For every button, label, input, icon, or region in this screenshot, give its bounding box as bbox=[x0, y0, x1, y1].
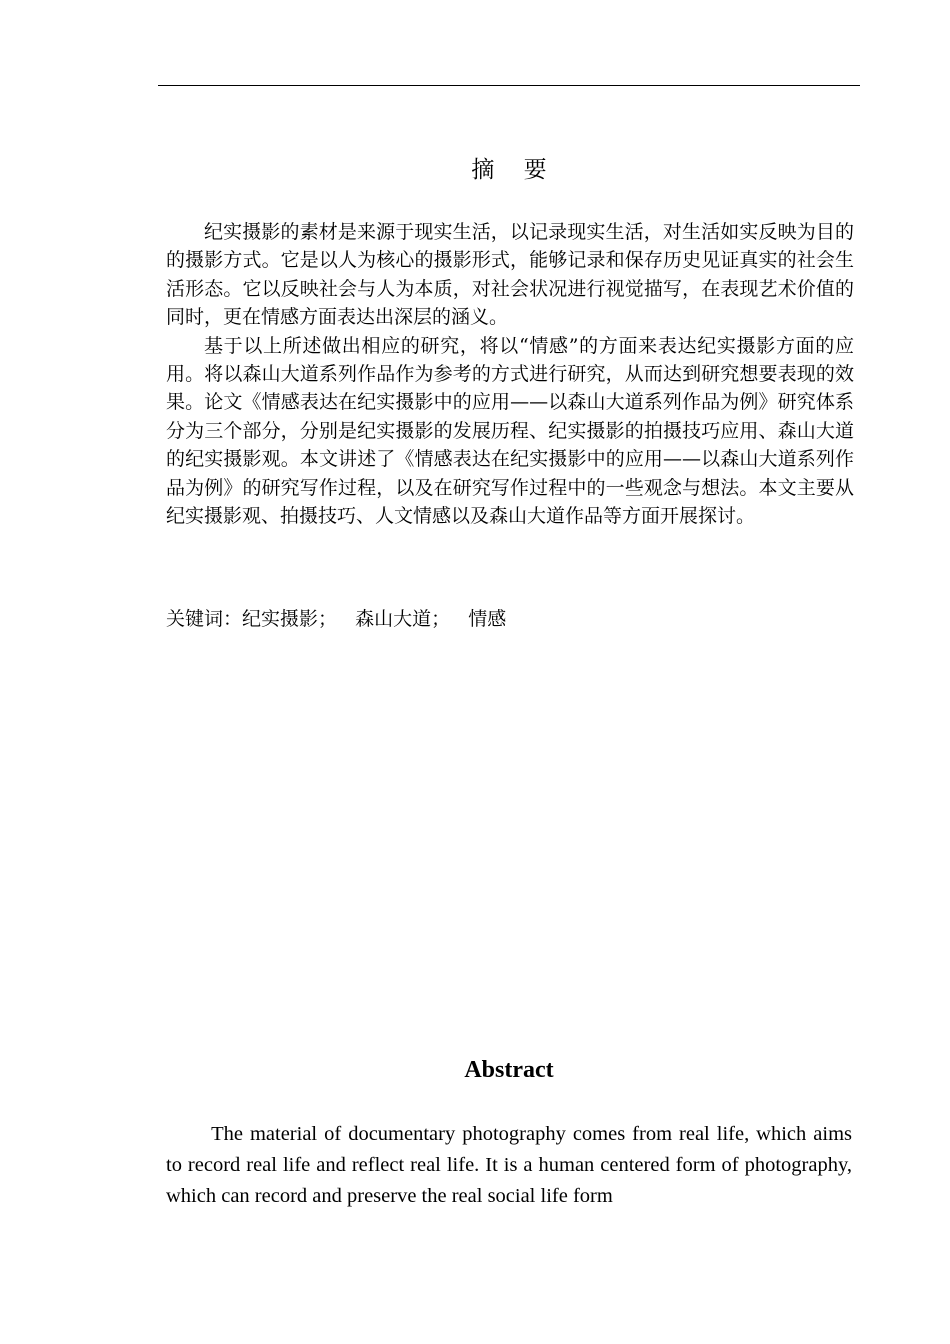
english-abstract-body bbox=[166, 1119, 852, 1212]
english-paragraph-1: The material of documentary photography comes from real life, which aims to record real life and reflect real life. It is a human centered form of photography, which can record and preserve the real social life form bbox=[166, 1123, 852, 1207]
keywords-label: 关键词： bbox=[166, 608, 243, 630]
keywords-values: 纪实摄影； 森山大道； 情感 bbox=[242, 608, 507, 630]
keywords-line bbox=[166, 604, 854, 634]
chinese-abstract-title: 摘 要 bbox=[471, 157, 547, 183]
chinese-paragraph-1: 纪实摄影的素材是来源于现实生活，以记录现实生活，对生活如实反映为目的的摄影方式。它是以人为核心的摄影形式，能够记录和保存历史见证真实的社会生活形态。它以反映社会与人为本质，对社会状况进行视觉描写，在表现艺术价值的同时，更在情感方面表达出深层的涵义。 bbox=[166, 221, 854, 329]
header-rule bbox=[158, 85, 860, 86]
english-abstract-title: Abstract bbox=[464, 1057, 554, 1083]
chinese-paragraph-2: 基于以上所述做出相应的研究，将以“情感”的方面来表达纪实摄影方面的应用。将以森山大道系列作品作为参考的方式进行研究，从而达到研究想要表现的效果。论文《情感表达在纪实摄影中的应用——以森山大道系列作品为例》研究体系分为三个部分，分别是纪实摄影的发展历程、纪实摄影的拍摄技巧应用、森山大道的纪实摄影观。本文讲述了《情感表达在纪实摄影中的应用——以森山大道系列作品为例》的研究写作过程，以及在研究写作过程中的一些观念与想法。本文主要从纪实摄影观、拍摄技巧、人文情感以及森山大道作品等方面开展探讨。 bbox=[166, 334, 854, 528]
chinese-abstract-body bbox=[166, 218, 854, 530]
